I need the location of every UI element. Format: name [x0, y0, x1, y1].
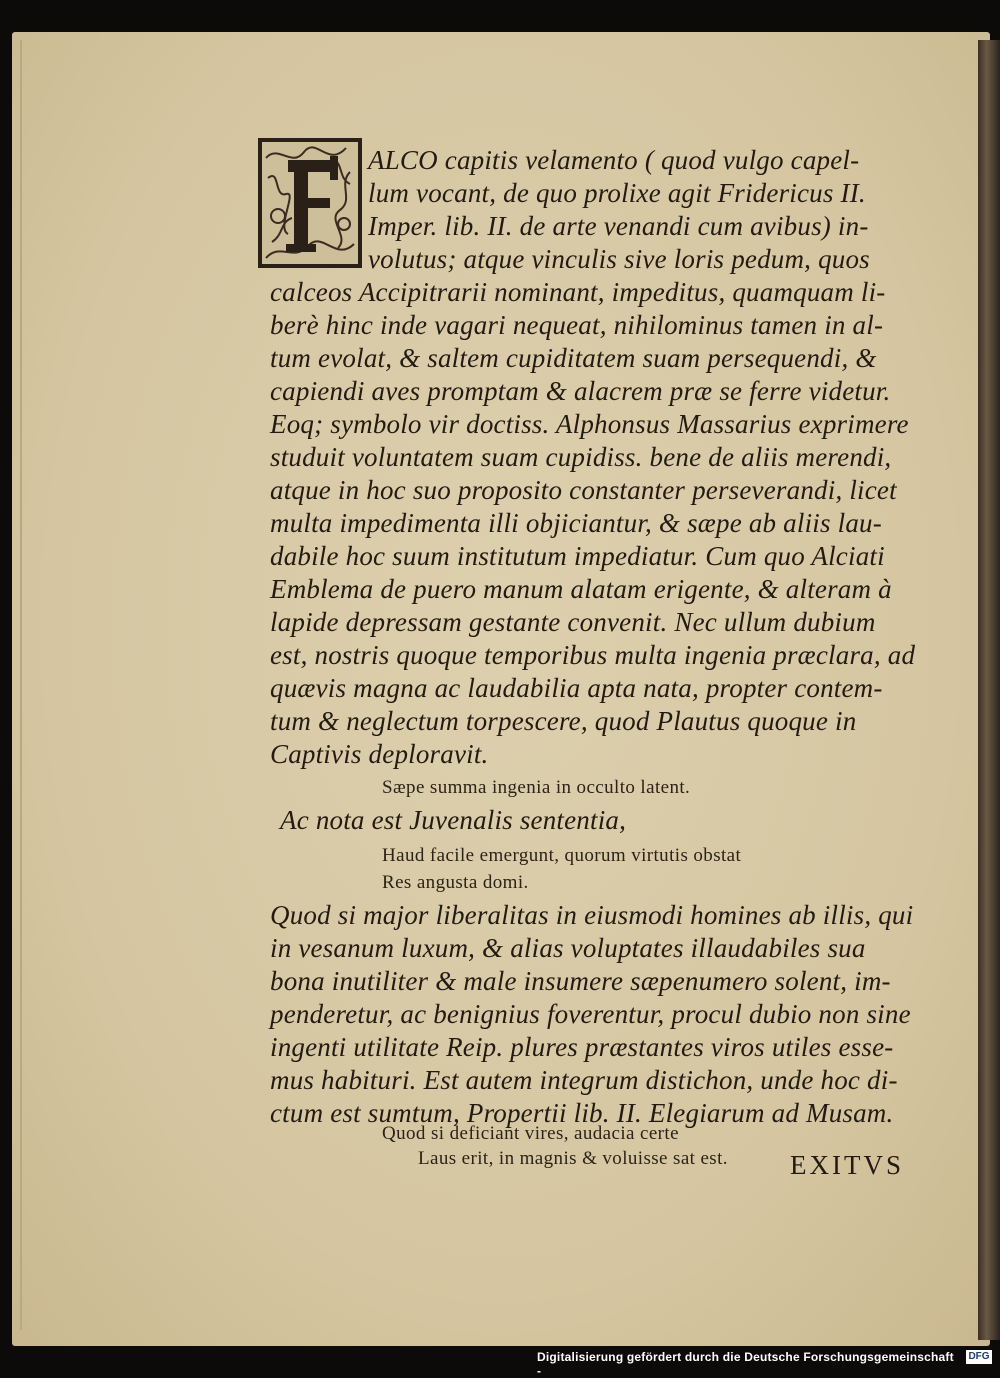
dfg-logo: DFG — [966, 1350, 992, 1364]
text-line: bona inutiliter & male insumere sæpenumero solent, im- — [270, 966, 891, 996]
verse-line: Res angusta domi. — [382, 872, 529, 893]
text-line: tum evolat, & saltem cupiditatem suam persequendi, & — [270, 343, 877, 373]
text-line: ALCO capitis velamento ( quod vulgo capel- — [368, 145, 860, 175]
verse-line: Laus erit, in magnis & voluisse sat est. — [418, 1148, 728, 1169]
text-line: capiendi aves promptam & alacrem præ se ferre videtur. — [270, 376, 891, 406]
text-line: tum & neglectum torpescere, quod Plautus quoque in — [270, 706, 857, 736]
text-line: berè hinc inde vagari nequeat, nihilominus tamen in al- — [270, 310, 884, 340]
text-line: lum vocant, de quo prolixe agit Fridericus II. — [368, 178, 866, 208]
text-line: Quod si major liberalitas in eiusmodi homines ab illis, qui — [270, 900, 914, 930]
text-line: penderetur, ac benignius foverentur, procul dubio non sine — [270, 999, 911, 1029]
verse-line: Haud facile emergunt, quorum virtutis obstat — [382, 845, 742, 866]
text-line: Ac nota est Juvenalis sententia, — [280, 805, 627, 835]
text-line: volutus; atque vinculis sive loris pedum, quos — [368, 244, 870, 274]
text-line: studuit voluntatem suam cupidiss. bene de aliis merendi, — [270, 442, 892, 472]
text-line: ctum est sumtum, Propertii lib. II. Elegiarum ad Musam. — [270, 1098, 894, 1128]
text-line: Imper. lib. II. de arte venandi cum avibus) in- — [368, 211, 869, 241]
text-line: mus habituri. Est autem integrum distichon, unde hoc di- — [270, 1065, 898, 1095]
catchword: EXITVS — [790, 1150, 904, 1180]
text-line: Eoq; symbolo vir doctiss. Alphonsus Massarius exprimere — [270, 409, 909, 439]
verse-line: Quod si deficiant vires, audacia certe — [382, 1123, 679, 1144]
text-line: quævis magna ac laudabilia apta nata, propter contem- — [270, 673, 883, 703]
text-line: atque in hoc suo proposito constanter perseverandi, licet — [270, 475, 897, 505]
text-line: in vesanum luxum, & alias voluptates illaudabiles sua — [270, 933, 866, 963]
text-line: Emblema de puero manum alatam erigente, & alteram à — [270, 574, 892, 604]
text-line: calceos Accipitrarii nominant, impeditus, quamquam li- — [270, 277, 886, 307]
text-line: lapide depressam gestante convenit. Nec ullum dubium — [270, 607, 876, 637]
digitization-credit: Digitalisierung gefördert durch die Deutsche Forschungsgemeinschaft - — [537, 1350, 954, 1378]
text-line: multa impedimenta illi objiciantur, & sæpe ab aliis lau- — [270, 508, 882, 538]
verse-line: Sæpe summa ingenia in occulto latent. — [382, 777, 691, 798]
text-line: ingenti utilitate Reip. plures præstantes viros utiles esse- — [270, 1032, 894, 1062]
text-line: dabile hoc suum institutum impediatur. Cum quo Alciati — [270, 541, 885, 571]
text-line: est, nostris quoque temporibus multa ingenia præclara, ad — [270, 640, 916, 670]
text-line: Captivis deploravit. — [270, 739, 489, 769]
